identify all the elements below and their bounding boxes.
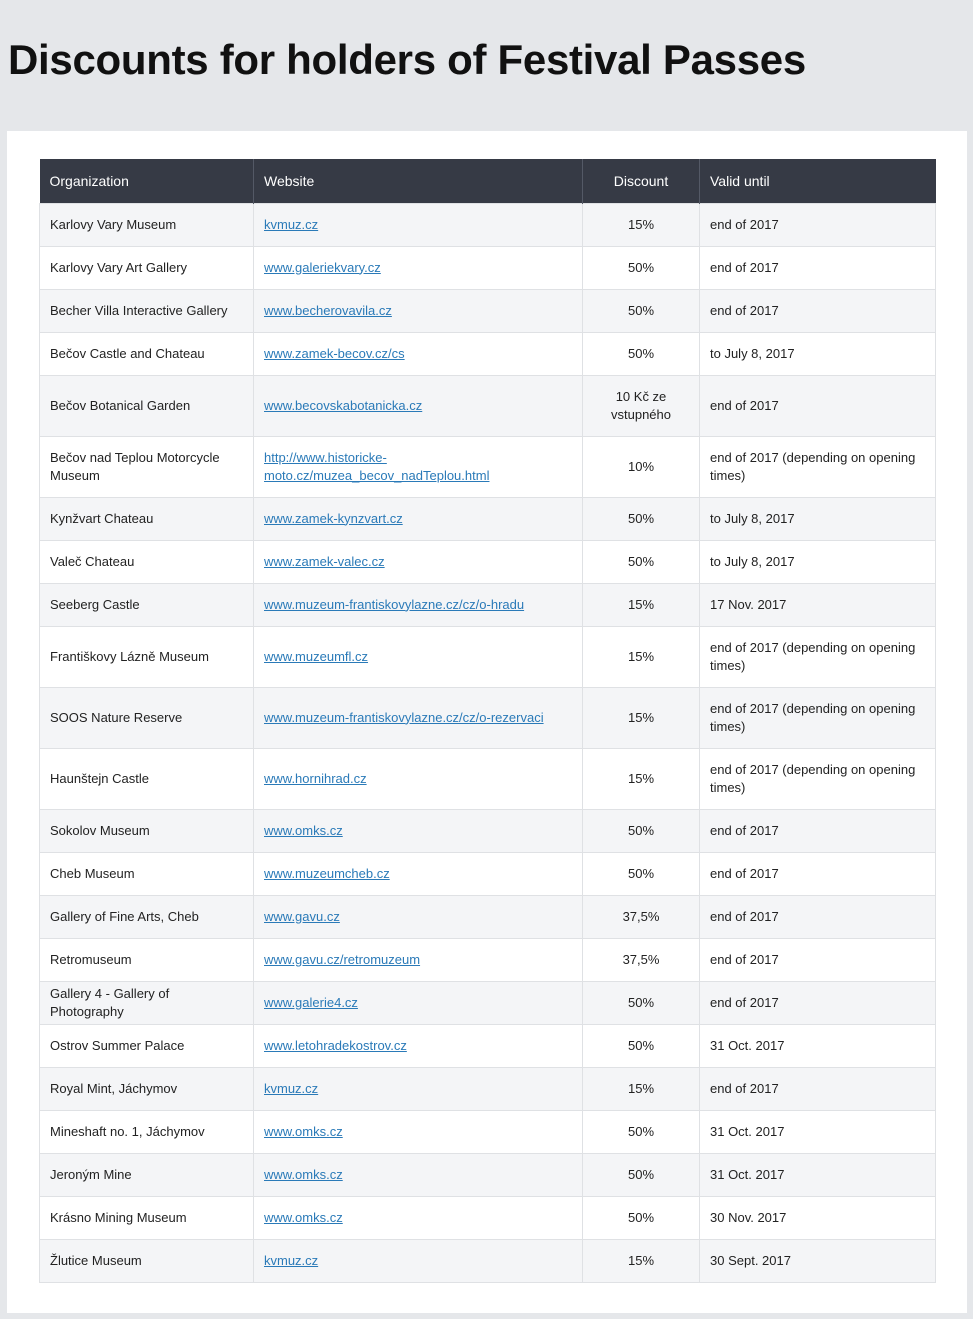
table-row <box>40 809 936 852</box>
website-cell <box>254 1067 583 1110</box>
website-cell <box>254 1024 583 1067</box>
website-cell <box>254 895 583 938</box>
organization-cell: Karlovy Vary Art Gallery <box>40 246 254 289</box>
discount-cell: 50% <box>583 809 700 852</box>
table-row <box>40 375 936 436</box>
website-cell <box>254 981 583 1024</box>
valid-until-cell: end of 2017 <box>700 289 936 332</box>
valid-until-cell: end of 2017 (depending on opening times) <box>700 626 936 687</box>
table-row <box>40 981 936 1024</box>
discount-cell: 50% <box>583 332 700 375</box>
discount-cell: 15% <box>583 203 700 246</box>
organization-cell: Žlutice Museum <box>40 1239 254 1282</box>
table-row <box>40 748 936 809</box>
organization-cell: Ostrov Summer Palace <box>40 1024 254 1067</box>
organization-cell: Royal Mint, Jáchymov <box>40 1067 254 1110</box>
website-link[interactable]: www.gavu.cz <box>264 908 340 924</box>
website-link[interactable]: http://www.historicke-moto.cz/muzea_becov_nadTeplou.html <box>264 449 490 483</box>
organization-cell: Krásno Mining Museum <box>40 1196 254 1239</box>
website-link[interactable]: www.gavu.cz/retromuzeum <box>264 951 421 967</box>
valid-until-cell: end of 2017 <box>700 938 936 981</box>
website-cell <box>254 497 583 540</box>
valid-until-cell: 31 Oct. 2017 <box>700 1110 936 1153</box>
organization-cell: Jeroným Mine <box>40 1153 254 1196</box>
organization-cell: Františkovy Lázně Museum <box>40 626 254 687</box>
website-cell <box>254 748 583 809</box>
discount-cell: 50% <box>583 497 700 540</box>
organization-cell: Seeberg Castle <box>40 583 254 626</box>
table-row <box>40 203 936 246</box>
table-row <box>40 687 936 748</box>
website-cell <box>254 332 583 375</box>
website-cell <box>254 809 583 852</box>
website-cell <box>254 1239 583 1282</box>
organization-cell: Valeč Chateau <box>40 540 254 583</box>
discount-cell: 50% <box>583 981 700 1024</box>
website-link[interactable]: www.muzeumfl.cz <box>264 648 369 664</box>
website-cell <box>254 852 583 895</box>
website-link[interactable]: www.zamek-becov.cz/cs <box>264 345 405 361</box>
table-row <box>40 583 936 626</box>
valid-until-cell: 30 Nov. 2017 <box>700 1196 936 1239</box>
organization-cell: Bečov Castle and Chateau <box>40 332 254 375</box>
header-website: Website <box>254 159 583 203</box>
table-row <box>40 540 936 583</box>
organization-cell: SOOS Nature Reserve <box>40 687 254 748</box>
website-link[interactable]: kvmuz.cz <box>264 1252 319 1268</box>
discount-cell: 15% <box>583 626 700 687</box>
table-row <box>40 289 936 332</box>
content-card <box>7 131 967 1313</box>
table-row <box>40 332 936 375</box>
organization-cell: Kynžvart Chateau <box>40 497 254 540</box>
website-cell <box>254 1153 583 1196</box>
website-link[interactable]: www.letohradekostrov.cz <box>264 1037 407 1053</box>
website-link[interactable]: www.omks.cz <box>264 1123 343 1139</box>
table-row <box>40 895 936 938</box>
organization-cell: Haunštejn Castle <box>40 748 254 809</box>
header-discount: Discount <box>583 159 700 203</box>
discount-cell: 50% <box>583 1024 700 1067</box>
valid-until-cell: 31 Oct. 2017 <box>700 1024 936 1067</box>
table-row <box>40 246 936 289</box>
valid-until-cell: end of 2017 (depending on opening times) <box>700 687 936 748</box>
valid-until-cell: end of 2017 (depending on opening times) <box>700 436 936 497</box>
website-link[interactable]: www.zamek-kynzvart.cz <box>264 510 403 526</box>
table-row <box>40 1110 936 1153</box>
table-row <box>40 1196 936 1239</box>
table-row <box>40 626 936 687</box>
table-body <box>40 203 936 1282</box>
website-link[interactable]: www.becherovavila.cz <box>264 302 392 318</box>
website-cell <box>254 289 583 332</box>
organization-cell: Gallery 4 - Gallery of Photography <box>40 981 254 1024</box>
website-cell <box>254 687 583 748</box>
valid-until-cell: end of 2017 <box>700 852 936 895</box>
organization-cell: Karlovy Vary Museum <box>40 203 254 246</box>
organization-cell: Retromuseum <box>40 938 254 981</box>
discount-cell: 50% <box>583 1153 700 1196</box>
header-organization: Organization <box>40 159 254 203</box>
table-header <box>40 159 936 203</box>
website-cell <box>254 436 583 497</box>
website-cell <box>254 1110 583 1153</box>
website-cell <box>254 203 583 246</box>
website-link[interactable]: www.omks.cz <box>264 822 343 838</box>
valid-until-cell: to July 8, 2017 <box>700 497 936 540</box>
discount-cell: 50% <box>583 540 700 583</box>
header-valid-until: Valid until <box>700 159 936 203</box>
discount-cell: 50% <box>583 246 700 289</box>
discounts-table <box>39 159 936 1283</box>
discount-cell: 37,5% <box>583 938 700 981</box>
valid-until-cell: 30 Sept. 2017 <box>700 1239 936 1282</box>
page-title: Discounts for holders of Festival Passes <box>8 36 806 83</box>
valid-until-cell: to July 8, 2017 <box>700 540 936 583</box>
website-cell <box>254 246 583 289</box>
valid-until-cell: end of 2017 <box>700 375 936 436</box>
website-link[interactable]: www.omks.cz <box>264 1209 343 1225</box>
table-row <box>40 938 936 981</box>
organization-cell: Bečov nad Teplou Motorcycle Museum <box>40 436 254 497</box>
website-link[interactable]: www.becovskabotanicka.cz <box>264 397 423 413</box>
table-row <box>40 852 936 895</box>
website-link[interactable]: www.muzeum-frantiskovylazne.cz/cz/o-hradu <box>264 596 525 612</box>
discount-cell: 10 Kč ze vstupného <box>583 375 700 436</box>
valid-until-cell: end of 2017 (depending on opening times) <box>700 748 936 809</box>
organization-cell: Gallery of Fine Arts, Cheb <box>40 895 254 938</box>
valid-until-cell: end of 2017 <box>700 981 936 1024</box>
discount-cell: 15% <box>583 1067 700 1110</box>
website-link[interactable]: www.muzeumcheb.cz <box>264 865 390 881</box>
website-link[interactable]: www.zamek-valec.cz <box>264 553 385 569</box>
valid-until-cell: end of 2017 <box>700 809 936 852</box>
organization-cell: Bečov Botanical Garden <box>40 375 254 436</box>
organization-cell: Sokolov Museum <box>40 809 254 852</box>
website-cell <box>254 1196 583 1239</box>
website-cell <box>254 540 583 583</box>
website-cell <box>254 583 583 626</box>
organization-cell: Becher Villa Interactive Gallery <box>40 289 254 332</box>
website-link[interactable]: www.galeriekvary.cz <box>264 259 381 275</box>
valid-until-cell: 17 Nov. 2017 <box>700 583 936 626</box>
valid-until-cell: end of 2017 <box>700 895 936 938</box>
organization-cell: Cheb Museum <box>40 852 254 895</box>
discount-cell: 50% <box>583 852 700 895</box>
website-link[interactable]: www.galerie4.cz <box>264 994 358 1010</box>
table-row <box>40 1024 936 1067</box>
website-link[interactable]: www.muzeum-frantiskovylazne.cz/cz/o-rezervaci <box>264 709 544 725</box>
discount-cell: 50% <box>583 1110 700 1153</box>
website-link[interactable]: kvmuz.cz <box>264 1080 319 1096</box>
table-row <box>40 1153 936 1196</box>
valid-until-cell: to July 8, 2017 <box>700 332 936 375</box>
discount-cell: 15% <box>583 583 700 626</box>
valid-until-cell: end of 2017 <box>700 1067 936 1110</box>
valid-until-cell: 31 Oct. 2017 <box>700 1153 936 1196</box>
website-cell <box>254 938 583 981</box>
discount-cell: 37,5% <box>583 895 700 938</box>
discount-cell: 50% <box>583 1196 700 1239</box>
discount-cell: 15% <box>583 687 700 748</box>
table-row <box>40 1067 936 1110</box>
table-row <box>40 497 936 540</box>
website-link[interactable]: www.hornihrad.cz <box>264 770 367 786</box>
table-row <box>40 1239 936 1282</box>
website-cell <box>254 375 583 436</box>
discount-cell: 10% <box>583 436 700 497</box>
valid-until-cell: end of 2017 <box>700 246 936 289</box>
discount-cell: 50% <box>583 289 700 332</box>
discount-cell: 15% <box>583 1239 700 1282</box>
organization-cell: Mineshaft no. 1, Jáchymov <box>40 1110 254 1153</box>
valid-until-cell: end of 2017 <box>700 203 936 246</box>
discount-cell: 15% <box>583 748 700 809</box>
header-row <box>40 159 936 203</box>
website-link[interactable]: www.omks.cz <box>264 1166 343 1182</box>
website-link[interactable]: kvmuz.cz <box>264 216 319 232</box>
table-row <box>40 436 936 497</box>
website-cell <box>254 626 583 687</box>
